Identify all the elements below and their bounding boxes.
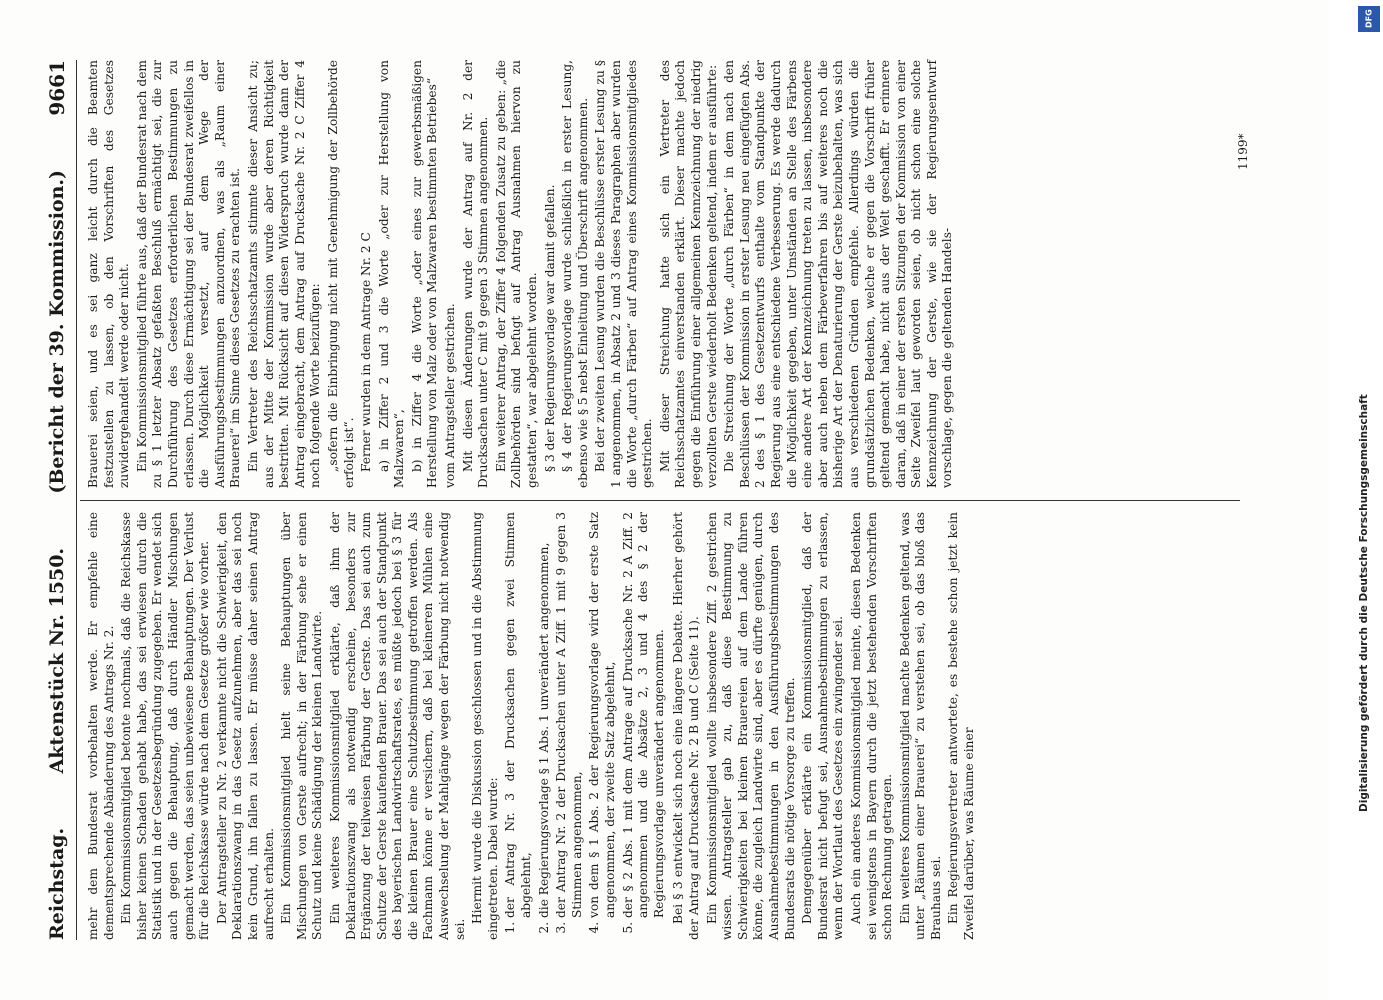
dfg-logo: DFG xyxy=(1358,6,1380,32)
paragraph: § 4 der Regierungsvorlage wurde schließlich in erster Lesung, ebenso wie § 5 nebst Einleitung und Überschrift angenommen. xyxy=(560,60,590,488)
paragraph: Ferner wurden in dem Antrage Nr. 2 C xyxy=(359,232,374,472)
vote-item: 5. der § 2 Abs. 1 mit dem Antrage auf Drucksache Nr. 2 A Ziff. 2 angenommen und die Absätze 2, 3 und 4 des § 2 der Regierungsvorlage unverändert angenommen. xyxy=(621,512,668,918)
vote-item: 3. der Antrag Nr. 2 der Drucksachen unter A Ziff. 1 mit 9 gegen 3 Stimmen angenommen, xyxy=(554,512,585,918)
vote-item: 4. von dem § 1 Abs. 2 der Regierungsvorlage wird der erste Satz angenommen, der zweite Satz abgelehnt, xyxy=(587,512,618,918)
quoted-addition: „sofern die Einbringung nicht mit Genehmigung der Zollbehörde erfolgt ist“. xyxy=(325,60,356,488)
amendment-b: b) in Ziffer 4 die Worte „oder eines zur gewerbsmäßigen Herstellung von Malz oder von Malzwaren bestimmten Betriebes“ xyxy=(409,60,440,488)
page-number: 9661 xyxy=(45,60,69,116)
paragraph: Ein Kommissionsmitglied hielt seine Behauptungen über Mischungen von Gerste aufrecht; in der Färbung sehe er einen Schutz und keine Schädigung der kleinen Landwirte. xyxy=(279,512,325,940)
paragraph: Brauerei seien, und es sei ganz leicht durch die Beamten festzustellen zu lassen, ob den Vorschriften des Gesetzes zuwidergehandelt werde oder nicht. xyxy=(86,60,132,488)
paragraph: Bei § 3 entwickelt sich noch eine längere Debatte. Hierher gehört der Antrag auf Drucksache Nr. 2 B und C (Seite 11). xyxy=(671,512,701,940)
paragraph: Ein Vertreter des Reichsschatzamts stimmte dieser Ansicht zu; aus der Mitte der Kommission wurde aber deren Richtigkeit bestritten. Mit Rücksicht auf diesen Widerspruch wurde dann der Antrag eingebracht, dem Antrag auf Drucksache Nr. 2 C Ziffer 4 noch folgende Worte beizufügen: xyxy=(245,60,323,488)
vote-list xyxy=(503,512,667,940)
header-rule xyxy=(76,60,77,940)
sheet-signature: 1199* xyxy=(1236,133,1250,170)
vote-item: 1. der Antrag Nr. 3 der Drucksachen gegen zwei Stimmen abgelehnt, xyxy=(503,512,534,918)
header-left: Reichstag. xyxy=(46,827,68,940)
credit-text: Digitalisierung gefördert durch die Deutsche Forschungsgemeinschaft xyxy=(1358,394,1370,812)
left-column xyxy=(86,512,980,940)
header-center: Aktenstück Nr. 1550. xyxy=(46,547,68,774)
right-column xyxy=(86,60,958,488)
paragraph: Mit diesen Änderungen wurde der Antrag auf Nr. 2 der Drucksachen unter C mit 9 gegen 3 Stimmen angenommen. xyxy=(460,60,491,488)
digitization-credit xyxy=(1352,0,1382,1000)
header-right: (Bericht der 39. Kommission.) xyxy=(46,169,68,494)
running-header xyxy=(42,60,72,940)
paragraph: § 3 der Regierungsvorlage war damit gefallen. xyxy=(542,184,557,472)
paragraph: Die Streichung der Worte „durch Färben“ in dem nach den Beschlüssen der Kommission in erster Lesung neu eingefügten Abs. 2 des § 1 des Gesetzentwurfs enthalte vom Standpunkte der Regierung aus eine entschiedene Verbesserung. Es werde dadurch die Möglichkeit gegeben, unter Umständen an Stelle des Färbens eine andere Art der Kennzeichnung treten zu lassen, insbesondere aber auch neben dem Färbeverfahren bis auf weiteres noch die bisherige Art der Denaturierung der Gerste beizubehalten, was sich aus verschiedenen Gründen empfehle. Allerdings würden die grundsätzlichen Bedenken, welche er gegen die Vorschrift früher geltend gemacht habe, nicht aus der Welt geschafft. Er erinnere daran, daß in einer der ersten Sitzungen der Kommission von einer Seite Zweifel laut geworden seien, ob nicht schon eine solche Kennzeichnung der Gerste, wie sie der Regierungsentwurf vorschlage, gegen die geltenden Handels- xyxy=(722,60,955,488)
vote-item: 2. die Regierungsvorlage § 1 Abs. 1 unverändert angenommen, xyxy=(537,512,553,918)
paragraph: Hiermit wurde die Diskussion geschlossen und in die Abstimmung eingetreten. Dabei wurde: xyxy=(470,512,500,940)
paragraph: Ein Kommissionsmitglied führte aus, daß der Bundesrat nach dem zu § 1 letzter Absatz gefaßten Beschluß ermächtigt sei, die zur Durchführung des Gesetzes erforderlichen Bestimmungen zu erlassen. Durch diese Ermächtigung sei der Bundesrat zweifellos in die Möglichkeit versetzt, auf dem Wege der Ausführungsbestimmungen anzuordnen, was als „Raum einer Brauerei“ im Sinne dieses Gesetzes zu erachten ist. xyxy=(134,60,243,488)
paragraph: mehr dem Bundesrat vorbehalten werde. Er empfehle eine dementsprechende Abänderung des Antrags Nr. 2. xyxy=(86,512,116,940)
paragraph: Mit dieser Streichung hatte sich ein Vertreter des Reichsschatzamtes einverstanden erklärt. Dieser machte jedoch gegen die Einführung einer allgemeinen Kennzeichnung der niedrig verzollten Gerste wiederholt Bedenken geltend, indem er ausführte: xyxy=(657,60,719,488)
paragraph: vom Antragsteller gestrichen. xyxy=(443,303,458,488)
paragraph: Ein weiteres Kommissionsmitglied machte Bedenken geltend, was unter „Räumen einer Brauerei“ zu verstehen sei, ob das bloß das Brauhaus sei. xyxy=(897,512,943,940)
paragraph: Ein Regierungsvertreter antwortete, es bestehe schon jetzt kein Zweifel darüber, was Räume einer xyxy=(946,512,977,940)
paragraph: Ein Kommissionsmitglied betonte nochmals, daß die Reichskasse bisher keinen Schaden gehabt habe, das sei erwiesen durch die Statistik und in der Gesetzesbegründung zugegeben. Er wendet sich auch gegen die Behauptung, daß durch Händler Mischungen gemacht werden, das seien unbewiesene Behauptungen. Der Verlust für die Reichskasse würde nach dem Gesetze größer wie vorher. xyxy=(119,512,212,940)
paragraph: Der Antragsteller zu Nr. 2 verkannte nicht die Schwierigkeit, den Deklarationszwang in das Gesetz aufzunehmen, aber das sei noch kein Grund, ihn fallen zu lassen. Er müsse daher seinen Antrag aufrecht erhalten. xyxy=(214,512,276,940)
paragraph: Ein weiteres Kommissionsmitglied erklärte, daß ihm der Deklarationszwang als notwendig erscheine, besonders zur Ergänzung der teilweisen Färbung der Gerste. Das sei auch zum Schutze der Gerste kaufenden Brauer. Das sei auch der Standpunkt des bayerischen Landwirtschaftsrates, es müßte jedoch bei § 3 für die kleinen Brauer eine Schutzbestimmung getroffen werden. Als Fachmann könne er versichern, daß bei kleineren Mühlen eine Auswechselung der Mahlgänge wegen der Färbung nicht notwendig sei. xyxy=(327,512,467,940)
paragraph: Demgegenüber erklärte ein Kommissionsmitglied, daß der Bundesrat nicht befugt sei, Ausnahmebestimmungen zu erlassen, wenn der Wortlaut des Gesetzes ein zwingender sei. xyxy=(800,512,846,940)
paragraph: Ein Kommissionsmitglied wollte insbesondere Ziff. 2 gestrichen wissen. Antragsteller gab zu, daß diese Bestimmung zu Schwierigkeiten bei kleinen Brauereien auf dem Lande führen könne, die zugleich Landwirte sind, aber es dürfte genügen, durch Ausnahmebestimmungen in den Ausführungsbestimmungen des Bundesrats die nötige Vorsorge zu treffen. xyxy=(704,512,797,940)
paragraph: Ein weiterer Antrag, der Ziffer 4 folgenden Zusatz zu geben: „die Zollbehörden sind befugt auf Antrag Ausnahmen hiervon zu gestatten“, war abgelehnt worden. xyxy=(493,60,540,488)
amendment-a: a) in Ziffer 2 und 3 die Worte „oder zur Herstellung von Malzwaren“, xyxy=(376,60,407,488)
column-divider xyxy=(80,500,1240,501)
paragraph: Bei der zweiten Lesung wurden die Beschlüsse erster Lesung zu § 1 angenommen, in Absatz 2 und 3 dieses Paragraphen aber wurden die Worte „durch Färben“ auf Antrag eines Kommissionsmitgliedes gestrichen. xyxy=(593,60,655,488)
paragraph: Auch ein anderes Kommissionsmitglied meinte, diesen Bedenken sei wenigstens in Bayern durch die jetzt bestehenden Vorschriften schon Rechnung getragen. xyxy=(848,512,895,940)
